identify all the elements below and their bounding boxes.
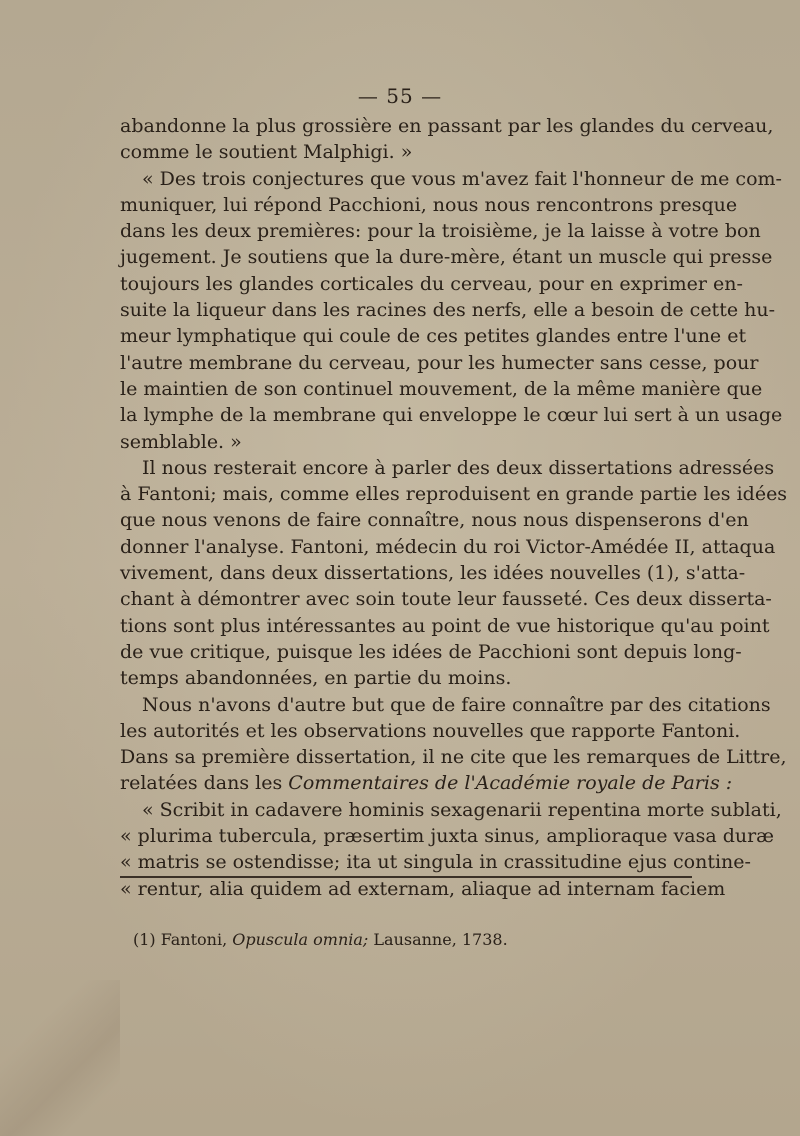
page-number: — 55 — [357,84,443,108]
text-line: Nous n'avons d'autre but que de faire connaître par des citations [142,693,771,716]
citation-title: Commentaires de l'Académie royale de Paris : [288,772,733,795]
footnote [133,930,508,949]
text-line: donner l'analyse. Fantoni, médecin du roi Victor-Amédée II, attaqua [120,535,776,558]
text-line-with-citation [120,770,733,796]
body-text [120,113,788,902]
text-line: meur lymphatique qui coule de ces petites glandes entre l'une et [120,325,747,348]
text-line: Dans sa première dissertation, il ne cite que les remarques de Littre, [120,746,787,769]
quote-line: « matris se ostendisse; ita ut singula in crassitudine ejus contine- [120,851,751,874]
text-line: chant à démontrer avec soin toute leur fausseté. Ces deux disserta- [120,588,772,611]
text-line: « Des trois conjectures que vous m'avez fait l'honneur de me com- [142,167,782,190]
text-line: temps abandonnées, en partie du moins. [120,667,512,690]
text-line: la lymphe de la membrane qui enveloppe le cœur lui sert à un usage [120,404,783,427]
paper-stain [0,980,120,1136]
text-line: muniquer, lui répond Pacchioni, nous nous rencontrons presque [120,193,738,216]
text-line: dans les deux premières: pour la troisième, je la laisse à votre bon [120,220,761,243]
text-line: l'autre membrane du cerveau, pour les humecter sans cesse, pour [120,351,759,374]
text-line: tions sont plus intéressantes au point de vue historique qu'au point [120,614,770,637]
text-line: comme le soutient Malphigi. » [120,141,413,164]
text-line: abandonne la plus grossière en passant par les glandes du cerveau, [120,115,774,137]
text-line: à Fantoni; mais, comme elles reproduisent en grande partie les idées [120,483,788,506]
text-line: toujours les glandes corticales du cerveau, pour en exprimer en- [120,272,743,295]
quote-line: « rentur, alia quidem ad externam, aliaque ad internam faciem [120,877,726,900]
citation-lead: relatées dans les [120,772,289,795]
footnote-suffix: Lausanne, 1738. [368,930,508,949]
footnote-title: Opuscula omnia; [232,930,369,949]
quote-line: « plurima tubercula, præsertim juxta sinus, amplioraque vasa duræ [120,825,775,848]
text-line: de vue critique, puisque les idées de Pacchioni sont depuis long- [120,640,742,663]
text-line: Il nous resterait encore à parler des deux dissertations adressées [142,456,775,479]
text-line: suite la liqueur dans les racines des nerfs, elle a besoin de cette hu- [120,299,776,322]
footnote-divider [120,876,692,878]
text-line: semblable. » [120,430,242,453]
footnote-prefix: (1) Fantoni, [133,930,233,949]
text-line: vivement, dans deux dissertations, les idées nouvelles (1), s'atta- [120,562,746,585]
text-line: le maintien de son continuel mouvement, de la même manière que [120,377,763,400]
text-line: les autorités et les observations nouvelles que rapporte Fantoni. [120,719,741,742]
text-line: jugement. Je soutiens que la dure-mère, étant un muscle qui presse [120,246,773,269]
quote-line: « Scribit in cadavere hominis sexagenarii repentina morte sublati, [142,798,782,821]
text-line: que nous venons de faire connaître, nous nous dispenserons d'en [120,509,749,532]
